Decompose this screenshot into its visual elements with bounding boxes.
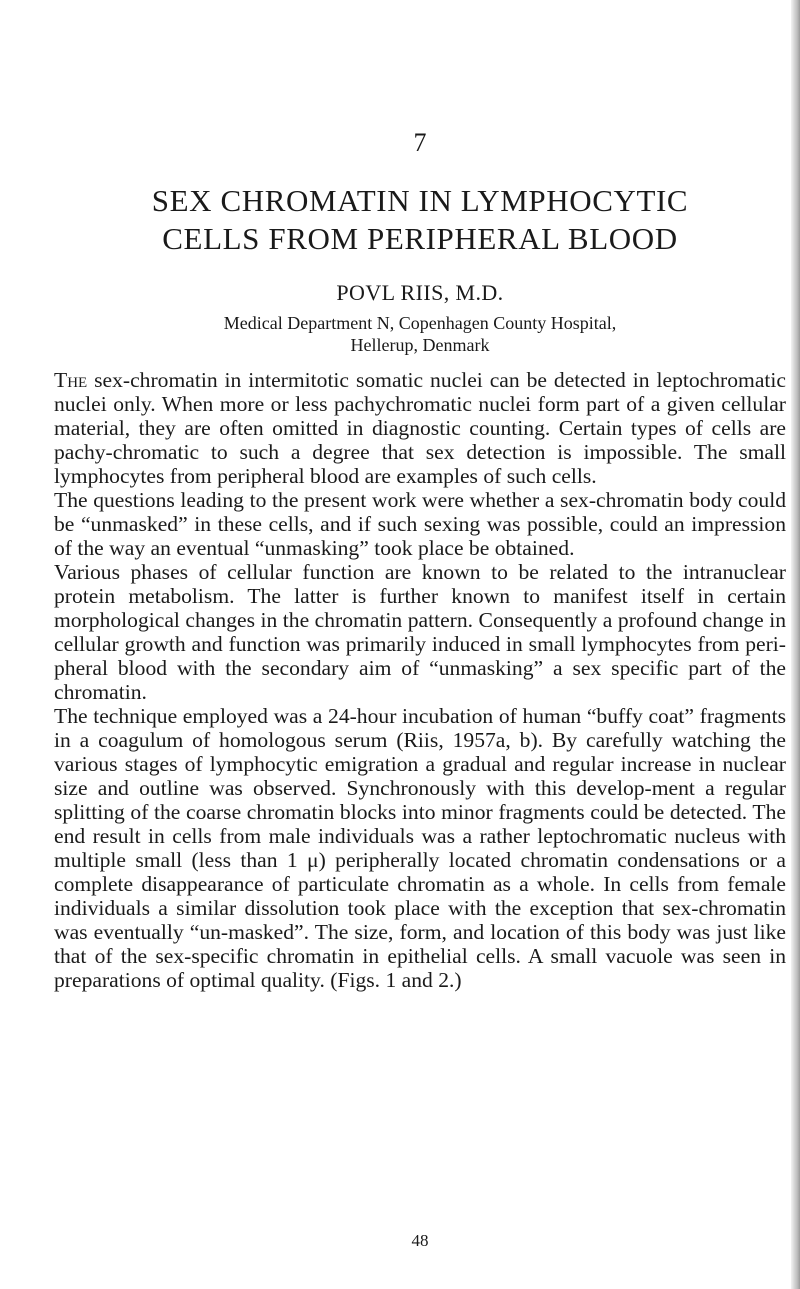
paragraph-1-text: sex-chromatin in intermitotic somatic nuclei can be detected in leptochromatic nuclei only. When more or less pachychromatic nuclei form part of a given cellular material, they are often omitted in diagnostic counting. Certain types of cells are pachy-chromatic to such a degree that sex detection is impossible. The small lymphocytes from peripheral blood are examples of such cells. [54, 368, 786, 488]
paragraph-1 [54, 368, 786, 488]
article-body [54, 368, 786, 992]
title-line-1: SEX CHROMATIN IN LYMPHOCYTIC [151, 183, 689, 218]
paragraph-3: Various phases of cellular function are known to be related to the intranuclear protein metabolism. The latter is further known to manifest itself in certain morphological changes in the chromatin pattern. Consequently a profound change in cellular growth and function was primarily induced in small lymphocytes from peri-pheral blood with the secondary aim of “unmasking” a sex specific part of the chromatin. [54, 560, 786, 704]
author-name: POVL RIIS, M.D. [336, 280, 504, 305]
page-number: 48 [411, 1231, 429, 1250]
chapter-number: 7 [413, 128, 427, 157]
author-affiliation [0, 312, 800, 356]
paragraph-1-lead: The [54, 368, 88, 392]
title-line-2: CELLS FROM PERIPHERAL BLOOD [162, 221, 678, 256]
paragraph-4: The technique employed was a 24-hour incubation of human “buffy coat” fragments in a coagulum of homologous serum (Riis, 1957a, b). By carefully watching the various stages of lymphocytic emigration a gradual and regular increase in nuclear size and outline was observed. Synchronously with this develop-ment a regular splitting of the coarse chromatin blocks into minor fragments could be detected. The end result in cells from male individuals was a rather leptochromatic nucleus with multiple small (less than 1 μ) peripherally located chromatin condensations or a complete disappearance of particulate chromatin as a whole. In cells from female individuals a similar dissolution took place with the exception that sex-chromatin was eventually “un-masked”. The size, form, and location of this body was just like that of the sex-specific chromatin in epithelial cells. A small vacuole was seen in preparations of optimal quality. (Figs. 1 and 2.) [54, 704, 786, 992]
article-title [0, 182, 800, 258]
affiliation-line-1: Medical Department N, Copenhagen County Hospital, [223, 313, 617, 333]
affiliation-line-2: Hellerup, Denmark [350, 335, 490, 355]
paragraph-2: The questions leading to the present work were whether a sex-chromatin body could be “unmasked” in these cells, and if such sexing was possible, could an impression of the way an eventual “unmasking” took place be obtained. [54, 488, 786, 560]
